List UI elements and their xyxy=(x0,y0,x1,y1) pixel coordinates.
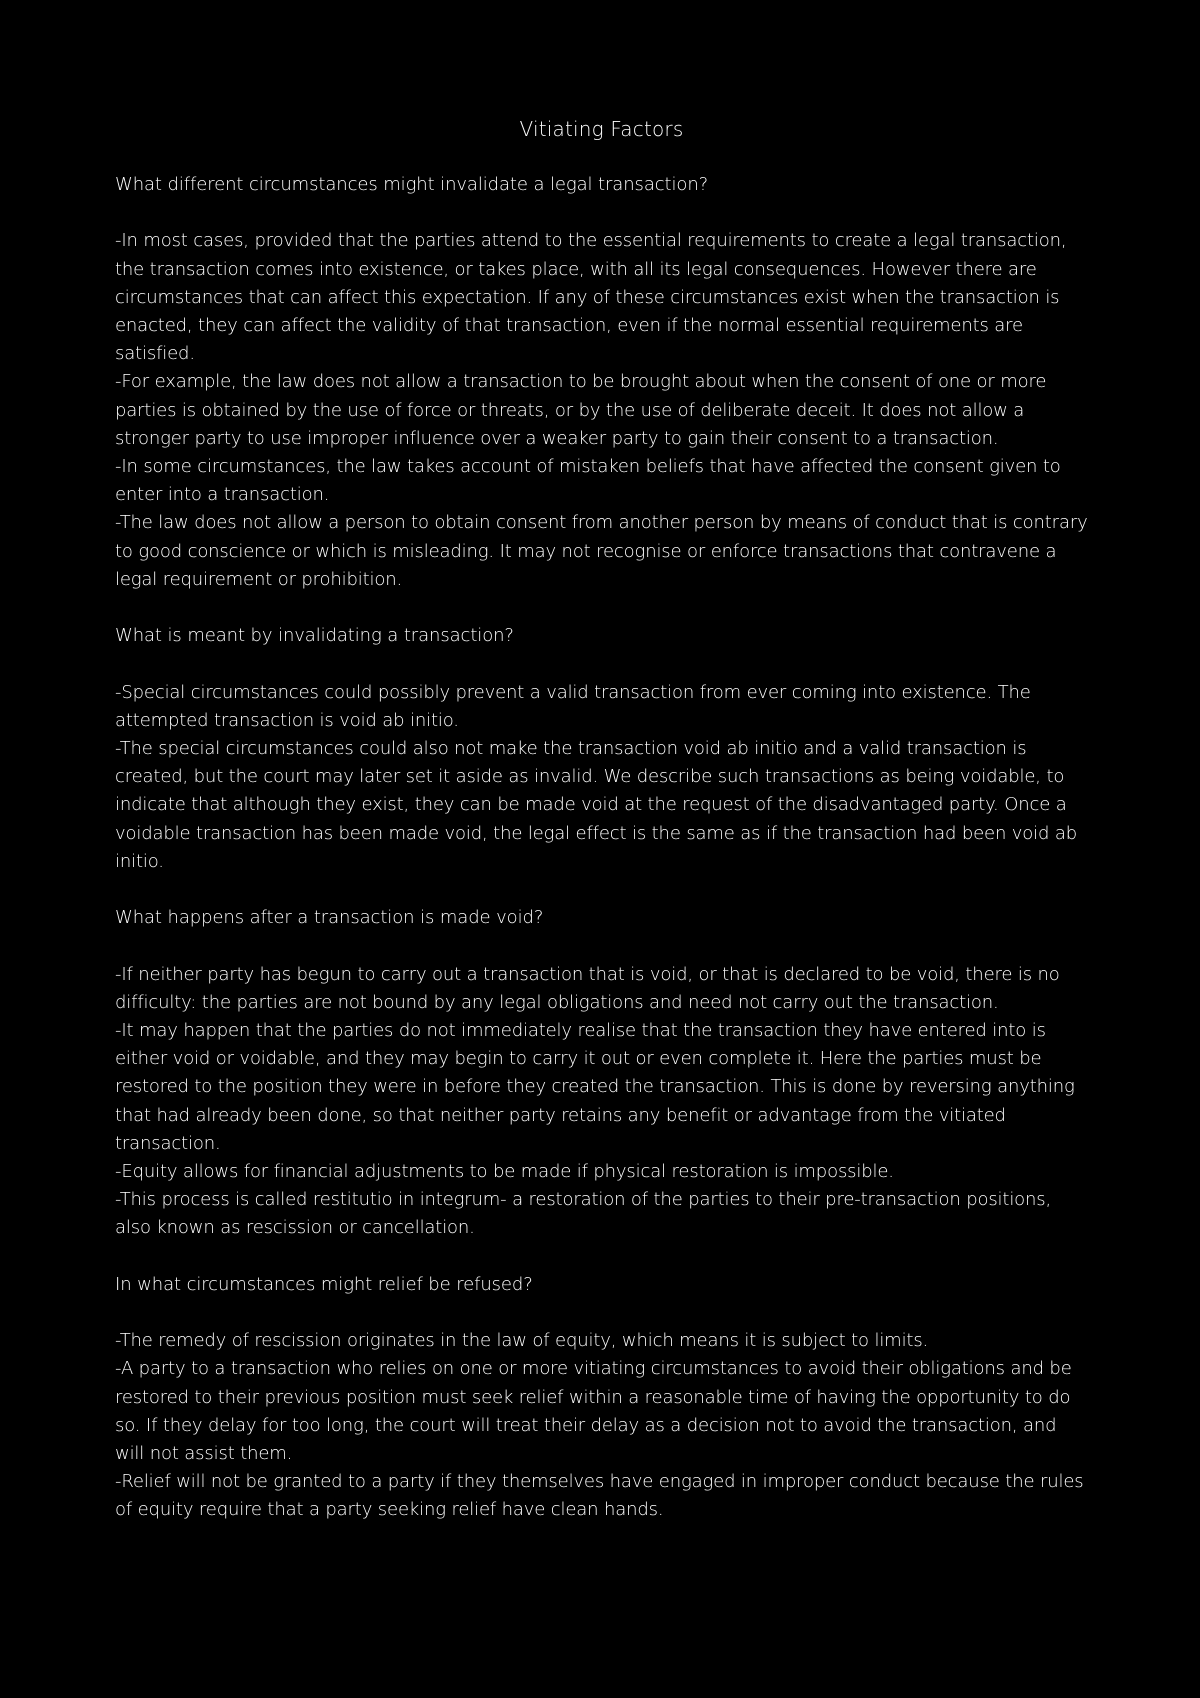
document-title: Vitiating Factors xyxy=(519,117,684,141)
section-paragraph: -It may happen that the parties do not immediately realise that the transaction they have entered into is either void or voidable, and they may begin to carry it out or even complete it. Here the parties must be restored to the position they were in before they created the transaction. This is done by reversing anything that had already been done, so that neither party retains any benefit or advantage from the vitiated transaction. xyxy=(115,1020,1075,1154)
section-relief-refused xyxy=(115,1271,1088,1525)
section-paragraph: -For example, the law does not allow a transaction to be brought about when the consent of one or more parties is obtained by the use of force or threats, or by the use of deliberate deceit. It does not allow a stronger party to use improper influence over a weaker party to gain their consent to a transaction. xyxy=(115,371,1047,449)
section-paragraph: -The remedy of rescission originates in the law of equity, which means it is subject to limits. xyxy=(115,1330,929,1352)
section-question: What happens after a transaction is made void? xyxy=(115,907,544,929)
section-paragraph: -This process is called restitutio in integrum- a restoration of the parties to their pre-transaction positions, also known as rescission or cancellation. xyxy=(115,1189,1052,1239)
section-paragraph: -In most cases, provided that the parties attend to the essential requirements to create a legal transaction, the transaction comes into existence, or takes place, with all its legal consequences. However there are circumstances that can affect this expectation. If any of these circumstances exist when the transaction is enacted, they can affect the validity of that transaction, even if the normal essential requirements are satisfied. xyxy=(115,230,1067,365)
section-question: In what circumstances might relief be refused? xyxy=(115,1273,533,1295)
section-paragraph: -If neither party has begun to carry out a transaction that is void, or that is declared to be void, there is no difficulty: the parties are not bound by any legal obligations and need not carry out the transaction. xyxy=(115,963,1060,1013)
section-question: What different circumstances might invalidate a legal transaction? xyxy=(115,174,709,195)
section-after-void xyxy=(115,904,1088,1242)
section-paragraph: -Equity allows for financial adjustments to be made if physical restoration is impossible. xyxy=(115,1161,894,1183)
section-paragraph: -In some circumstances, the law takes account of mistaken beliefs that have affected the consent given to enter into a transaction. xyxy=(115,456,1061,506)
section-question: What is meant by invalidating a transaction? xyxy=(115,625,514,647)
section-paragraph: -The law does not allow a person to obtain consent from another person by means of conduct that is contrary to good conscience or which is misleading. It may not recognise or enforce transactions that contravene a legal requirement or prohibition. xyxy=(115,512,1088,590)
section-paragraph: -A party to a transaction who relies on one or more vitiating circumstances to avoid their obligations and be restored to their previous position must seek relief within a reasonable time of having the opportunity to do so. If they delay for too long, the court will treat their delay as a decision not to avoid the transaction, and will not assist them. xyxy=(115,1358,1072,1465)
section-paragraph: -The special circumstances could also not make the transaction void ab initio and a valid transaction is created, but the court may later set it aside as invalid. We describe such transactions as being voidable, to indicate that although they exist, they can be made void at the request of the disadvantaged party. Once a voidable transaction has been made void, the legal effect is the same as if the transaction had been void ab initio. xyxy=(115,738,1078,872)
section-invalidate xyxy=(115,171,1088,594)
section-paragraph: -Special circumstances could possibly prevent a valid transaction from ever coming into existence. The attempted transaction is void ab initio. xyxy=(115,681,1031,731)
section-meaning xyxy=(115,622,1088,876)
section-paragraph: -Relief will not be granted to a party if they themselves have engaged in improper conduct because the rules of equity require that a party seeking relief have clean hands. xyxy=(115,1471,1084,1521)
